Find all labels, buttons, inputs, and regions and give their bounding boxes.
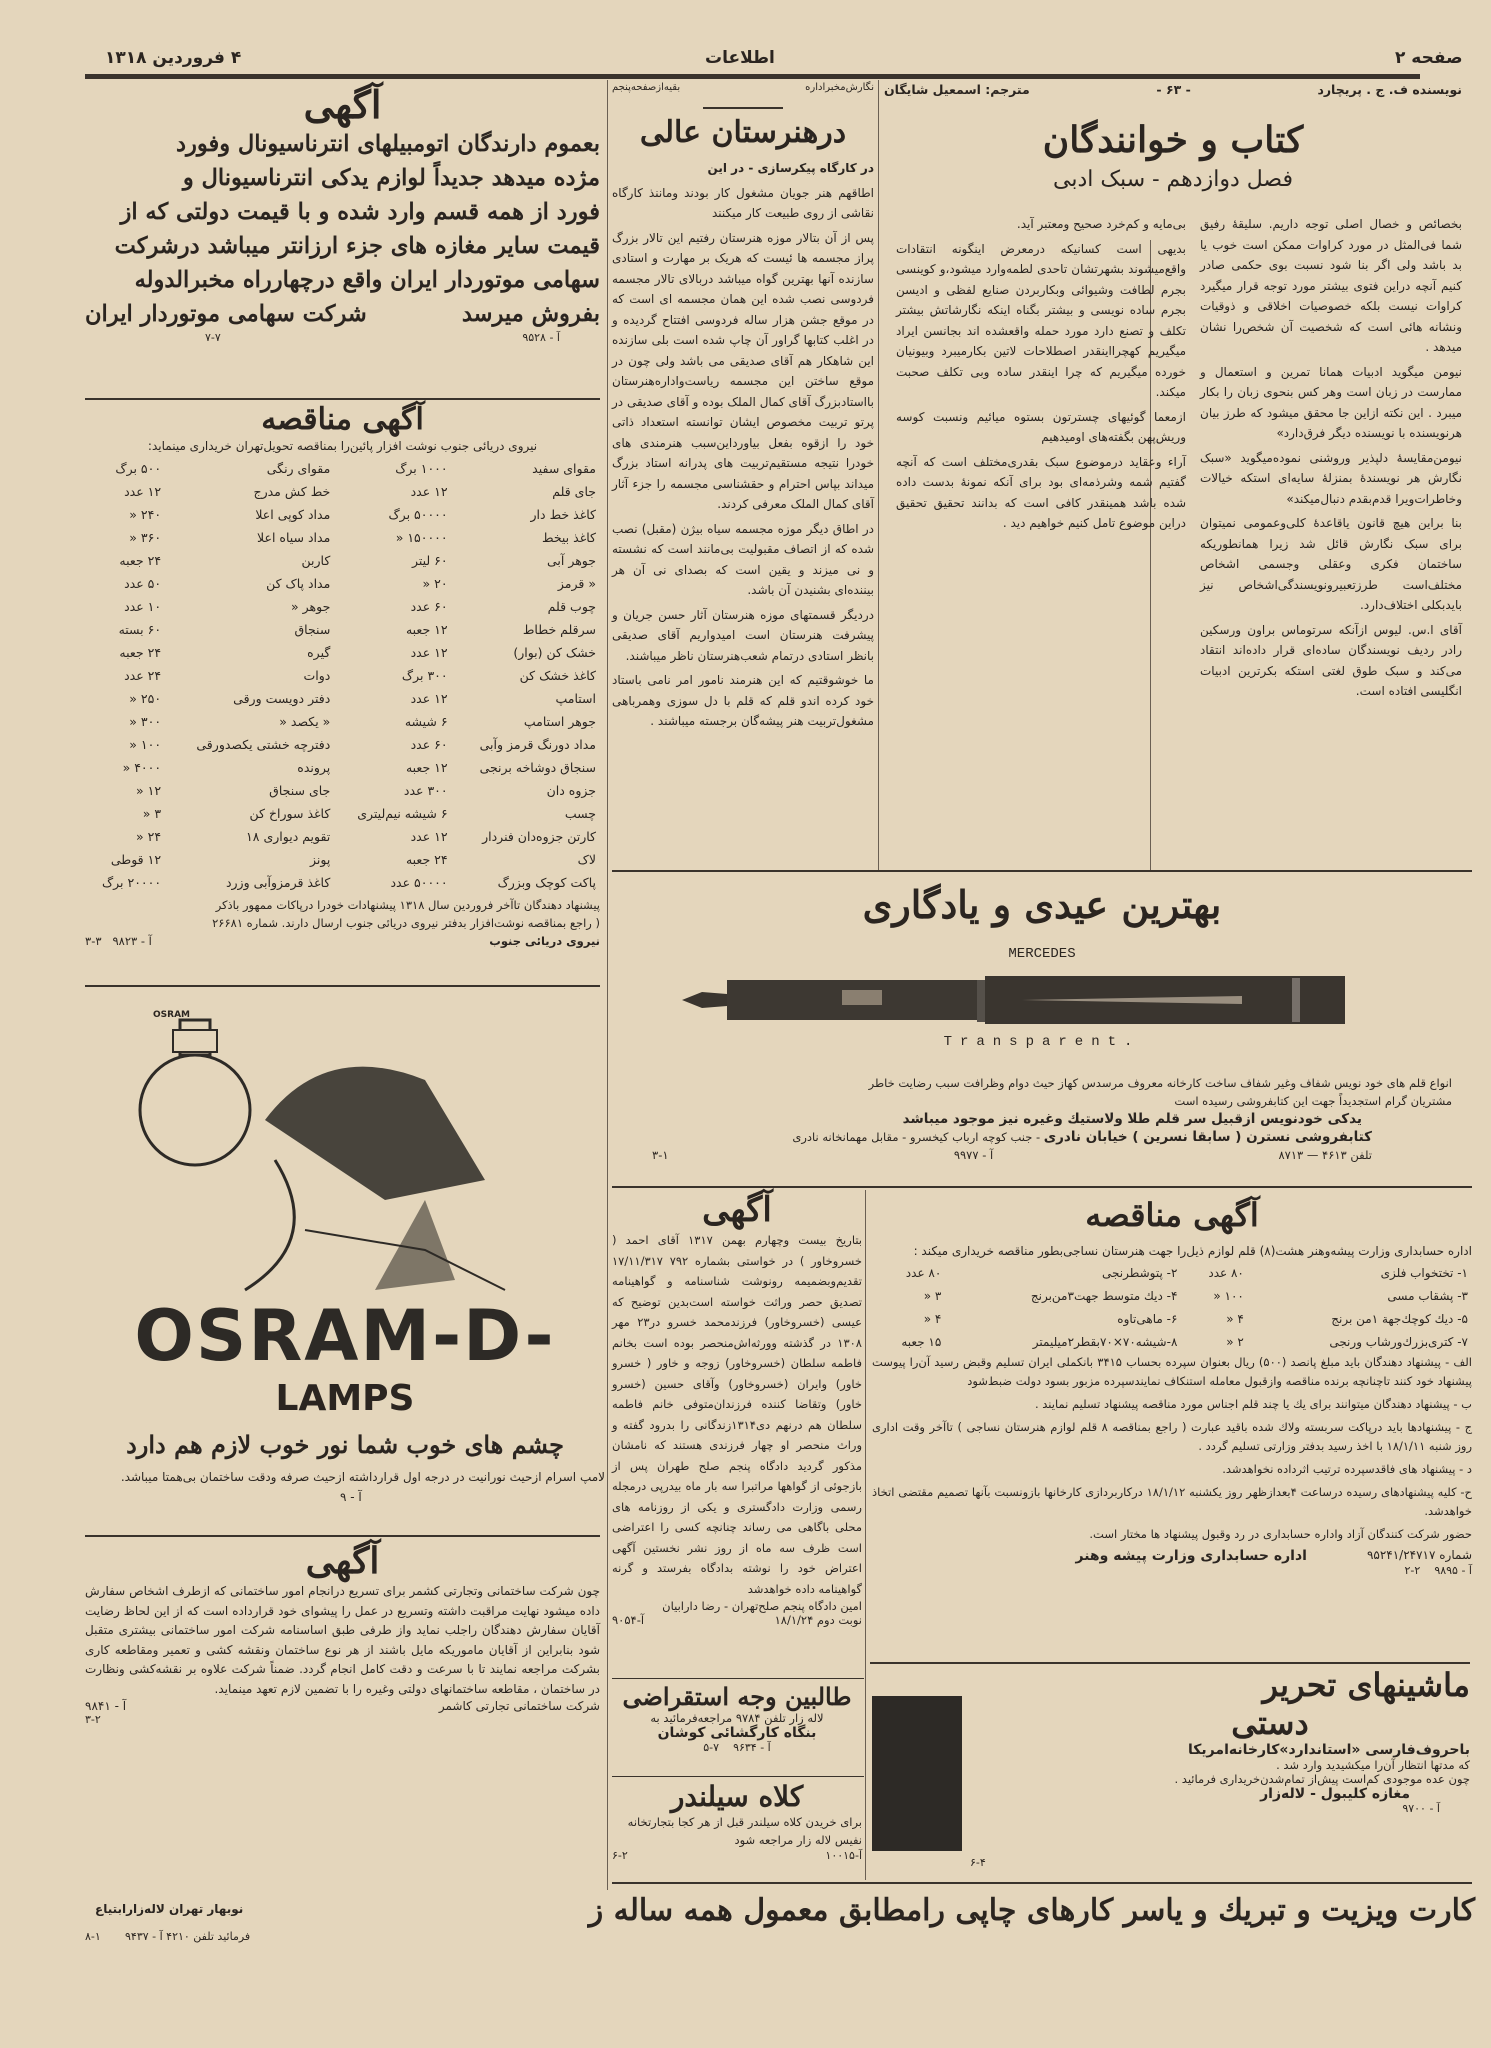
divider <box>870 1662 1470 1664</box>
item-quantity: ۱۲ عدد <box>410 484 448 499</box>
tender-number: شماره ۹۵۲۴۱/۲۴۷۱۷ <box>1366 1548 1472 1562</box>
tender-item-row <box>85 825 600 848</box>
ad-headline: بهترین عیدی و یادگاری <box>862 882 1222 927</box>
item-name: کاغذ خط دار <box>530 507 596 522</box>
item-name: سنجاق دوشاخه برنجی <box>479 760 596 775</box>
item-name: دوات <box>303 668 331 683</box>
item-name: استامپ <box>555 691 596 706</box>
ad-run: ۷-۷ <box>205 331 221 344</box>
ad-run: ۳-۲ <box>85 1713 101 1726</box>
item-name: مداد سیاه اعلا <box>257 530 331 545</box>
item-name: پاکت کوچک وبزرگ <box>497 875 596 890</box>
item-name: جوهر « <box>291 599 331 614</box>
item-name: ۳- پشقاب مسی <box>1387 1288 1468 1303</box>
ad-code: آ - ۹ <box>340 1490 362 1504</box>
ad-loans <box>612 1682 862 1774</box>
item-name: سنجاق <box>294 622 331 637</box>
ad-inheritance-notice <box>612 1190 862 1680</box>
item-name: جای سنجاق <box>269 783 331 798</box>
ad-signature: شرکت ساختمانی تجارتی کاشمر <box>438 1699 600 1713</box>
item-quantity: ۵۰۰۰۰ برگ <box>388 507 448 522</box>
ad-line: لاله زار تلفن ۹۷۸۴ مراجعه‌فرمائید به <box>650 1711 824 1725</box>
divider <box>612 870 1472 872</box>
ad-code: آ - ۹۸۴۱ <box>85 1699 127 1713</box>
item-quantity: ۱۵ جعبه <box>901 1334 942 1349</box>
item-name: کاغذ سوراخ کن <box>249 806 331 821</box>
article-translator: مترجم: اسمعیل شایگان <box>884 82 1030 97</box>
item-quantity: ۱۲ عدد <box>124 484 162 499</box>
tender-item-row <box>85 595 600 618</box>
item-name: پونز <box>309 852 331 867</box>
pen-brand: MERCEDES <box>1008 946 1076 962</box>
article-paragraph: بی‌مایه و کم‌خرد صحیح ومعتبر آید. <box>1016 217 1186 231</box>
column-divider <box>878 80 879 870</box>
item-quantity: ۱۲ عدد <box>410 829 448 844</box>
osram-text: لامپ اسرام ازحیث نورانیت در درجه اول قرارداشته ازحیث صرفه ودقت ساختمان بی‌همتا میباشد. <box>120 1470 605 1484</box>
ad-ministry-tender <box>872 1190 1472 1660</box>
ad-code: آ-۹۰۵۴ <box>612 1613 645 1627</box>
ad-run: ۶-۲ <box>612 1849 628 1862</box>
ad-run: ۳-۳ <box>85 934 102 948</box>
item-quantity: ۱۲ قوطی <box>110 852 162 867</box>
ad-code: آ - ۹۵۲۸ <box>522 331 560 344</box>
lamp-illustration <box>125 1000 585 1300</box>
tender-footer: پیشنهاد دهندگان تاآخر فروردین سال ۱۳۱۸ پیشنهادات خودرا درپاکات ممهور باذکر <box>215 898 600 912</box>
banner-headline: کارت ویزیت و تبریك و یاسر کارهای چاپی رامطابق معمول همه ساله ز <box>588 1893 1475 1928</box>
series-number: - ۶۳ - <box>1156 82 1191 97</box>
ad-line: چون عده موجودی کم‌است پیش‌از تمام‌شدن‌خریداری فرمائید . <box>1174 1772 1470 1786</box>
item-name: سرقلم خطاط <box>522 622 596 637</box>
article-paragraph: بنا براین هیچ قانون یاقاعدهٔ کلی‌وعمومی نمیتوان برای سبک نگارش قائل شد زیرا همانطوریکه ساختمان فکری وعقلی وجسمی اشخاص مختلف‌است طرزتعبیرونویسندگی‌اشخاص نیز بایدبکلی اختلاف‌دارد. <box>1200 516 1462 612</box>
tender-clause: الف - پیشنهاد دهندگان باید مبلغ پانصد (۵۰۰) ریال بعنوان سپرده بحساب ۳۴۱۵ بانکملی ایران تسلیم وقبض رسید آن‌را پیوست پیشنهاد خود کنند تاچنانچه برنده مناقصه وازقبول معامله استنکاف نمایندسپرده مزبور بسود دولت ضبط‌شود <box>872 1355 1472 1388</box>
tender-item-row <box>85 779 600 802</box>
tender-item-row <box>85 457 600 480</box>
article-lead: در کارگاه پیکرسازی - در این <box>707 161 874 175</box>
ad-run: ۶-۴ <box>970 1856 986 1869</box>
tender-item-row <box>85 664 600 687</box>
ad-title: طالبین وجه استقراضی <box>622 1682 852 1711</box>
item-name: کاغذ قرمزوآبی وزرد <box>225 875 331 890</box>
tender-item-row <box>85 733 600 756</box>
tender-item-row <box>872 1307 1472 1330</box>
item-quantity: ۳۶۰ « <box>129 530 162 545</box>
osram-lamps-label: LAMPS <box>275 1378 415 1419</box>
column-divider <box>607 80 608 1890</box>
item-name: چوب قلم <box>547 599 596 614</box>
item-name: ۷- کتری‌بزرك‌ورشاب ورنجی <box>1329 1334 1468 1349</box>
ad-car-parts <box>85 82 600 402</box>
tender-clause: ح- کلیه پیشنهادهای رسیده درساعت ۴بعدازظهر روز یکشنبه ۱۸/۱/۱۲ درکاربردازی کارخانها بازونسبت بآنها تصمیم مقتضی اتخاذ خواهدشد. <box>872 1485 1472 1518</box>
item-name: « یکصد « <box>279 714 331 729</box>
item-quantity: ۱۲ « <box>136 783 162 798</box>
tender-item-row <box>85 641 600 664</box>
article-paragraph: نیومن‌مقایسهٔ دلپذیر وروشنی نموده‌میگوید «سبک نگارش هر نویسندهٔ بمنزلهٔ سایه‌ای استکه خیالات وخاطرات‌ویرا قدم‌بقدم دنبال‌میکند» <box>1200 450 1462 506</box>
divider <box>85 985 600 987</box>
item-quantity: ۲۴ عدد <box>124 668 162 683</box>
ad-signature: نیروی دریائی جنوب <box>489 934 600 948</box>
item-name: خط کش مدرج <box>253 484 331 499</box>
tender-item-row <box>85 871 600 894</box>
shop-address: کتابفروشی نسترن ( سابقا نسرین ) خیابان نادری <box>1043 1129 1372 1145</box>
ad-title: آگهی <box>702 1190 772 1230</box>
article-author: نویسنده ف. ج . پریچارد <box>1317 82 1462 97</box>
ad-code: آ - ۹۹۷۷ <box>953 1148 994 1162</box>
ad-line: بعموم دارندگان اتومبیلهای انترناسیونال وفورد <box>175 131 600 157</box>
article-paragraph: نیومن میگوید ادبیات همانا تمرین و استعمال و ممارست در زبان است وهر کس بنحوی زبان را بکار میبرد . این نکته ازاین جا محقق میشود که طرز بیان هرنویسنده با نویسنده دیگر فرق‌دارد» <box>1200 364 1462 440</box>
typewriter-photo <box>872 1696 962 1851</box>
tender-item-row <box>872 1284 1472 1307</box>
item-quantity: ۳۰۰ عدد <box>403 783 448 798</box>
item-quantity: ۱۵۰۰۰۰ « <box>395 530 448 545</box>
pen-model: Transparent. <box>943 1034 1141 1050</box>
tender-item-row <box>85 480 600 503</box>
ad-line: بنگاه کارگشائی کوشان <box>657 1725 817 1741</box>
ad-line: بفروش میرسد <box>461 301 600 327</box>
divider <box>612 1882 1472 1884</box>
item-name: « قرمز <box>557 576 596 591</box>
tender-item-row <box>872 1261 1472 1284</box>
ad-line: انواع قلم های خود نویس شفاف وغیر شفاف ساخت کارخانه معروف مرسدس کهاز حیث دوام وظرافت سبب رضایت خاطر <box>868 1076 1452 1090</box>
article-paragraph: آراء وعقاید درموضوع سبک بقدری‌مختلف است که آنچه گفتیم شمه وشرذمه‌ای بود برای آنکه نمونهٔ بدست داده شده باشد همینقدر کافی است که بدانند تحقیق تحقیق دراین موضوع تامل کنیم خواهیم دید . <box>896 454 1186 530</box>
shop-phone: تلفن ۴۶۱۳ — ۸۷۱۳ <box>1278 1148 1372 1162</box>
ad-typewriters <box>870 1666 1470 1881</box>
tender-item-row <box>85 802 600 825</box>
item-quantity: ۱۲ عدد <box>410 691 448 706</box>
banner-shop: نوبهار تهران لاله‌زارابتياع <box>95 1902 244 1916</box>
bulb-brand-label: OSRAM <box>153 1010 190 1020</box>
tender-item-row <box>85 549 600 572</box>
item-name: جوهر آبی <box>546 553 596 568</box>
tender-item-row <box>85 710 600 733</box>
ad-run: ۳-۱ <box>652 1148 669 1162</box>
ad-title: آگهی مناقصه <box>1085 1196 1259 1234</box>
item-name: تقویم دیواری ۱۸ <box>246 829 331 844</box>
ad-body: برای خریدن کلاه سیلندر قبل از هر کجا بتجارتخانه نفیس لاله زار مراجعه شود <box>627 1815 862 1847</box>
ad-code: آ - ۹۶۳۴ <box>733 1741 771 1754</box>
item-name: کاربن <box>301 553 331 568</box>
tender-item-row <box>85 618 600 641</box>
tender-item-row <box>85 503 600 526</box>
ad-line: مشتریان گرام استجدیداً جهت این کتابفروشی رسیده است <box>1174 1094 1452 1108</box>
ad-title: دستی <box>1231 1704 1309 1742</box>
article-paragraph: ازمعما گوئیهای چسترتون بستوه میائیم ونسبت کوسه وریش‌پهن بگفته‌های اومیدهیم <box>896 409 1186 444</box>
article-paragraph: دردیگر قسمتهای موزه هنرستان آثار حسن جریان و پیشرفت هنرستان است امیدواریم آقای صدیقی بانظر استادی درتمام شعب‌هنرستان ناظر میباشند. <box>612 607 874 663</box>
item-quantity: ۶۰ بسته <box>118 622 162 637</box>
divider <box>85 1535 600 1537</box>
ad-code: آ - ۹۷۰۰ <box>1402 1802 1440 1815</box>
article-paragraph: در اطاق دیگر موزه مجسمه سیاه بیژن (مقبل) نصب شده که از اتصاف مقبولیت بی‌مانند است که نشسته و نی میزند و یقین است که بصدای نی آن هر بیننده‌ای بشنیدن آن باشد. <box>612 521 874 597</box>
fountain-pen-illustration <box>682 970 1382 1030</box>
divider <box>612 1678 864 1679</box>
ad-line: فورد از همه قسم وارد شده و با قیمت دولتی که از <box>120 199 600 225</box>
shop-address-detail: - جنب کوچه ارباب کیخسرو - مقابل مهمانخانه نادری <box>792 1130 1041 1144</box>
article-paragraph: اطاقهم هنر جویان مشغول کار بودند وماننذ کارگاه نقاشی از روی طبیعت کار میکنند <box>612 185 874 220</box>
item-name: کارتن جزوه‌دان فنردار <box>482 829 596 844</box>
item-name: ۲- پتوشطرنجی <box>1102 1265 1178 1280</box>
article-subtitle: فصل دوازدهم - سبک ادبی <box>1053 167 1293 192</box>
item-name: مداد پاک کن <box>266 576 331 591</box>
item-name: ۸-شیشه۷۰×۷۰بقطر۲میلیمتر <box>1032 1334 1178 1349</box>
item-quantity: ۱۲ جعبه <box>405 622 448 637</box>
article-title: کتاب و خوانندگان <box>1042 119 1304 161</box>
ad-code: آ-۱۰۰۱۵ <box>825 1849 862 1862</box>
item-quantity: ۴۰۰۰ « <box>122 760 162 775</box>
item-quantity: ۵۰۰ برگ <box>115 461 162 476</box>
article-title: درهنرستان عالی <box>639 115 847 150</box>
item-quantity: ۲۴ جعبه <box>405 852 448 867</box>
item-name: کاغذ بیخط <box>541 530 596 545</box>
article-art-school <box>612 82 874 867</box>
item-quantity: ۱۲ عدد <box>410 645 448 660</box>
tender-intro: اداره حسابداری وزارت پیشه‌وهنر هشت(۸) قلم لوازم ذیل‌را جهت هنرستان نساجی‌بطور مناقصه خریداری میکند : <box>913 1244 1472 1258</box>
item-name: چسب <box>564 806 596 821</box>
item-quantity: ۲۴ جعبه <box>119 553 162 568</box>
ad-run: ۸-۱ <box>85 1930 101 1943</box>
item-quantity: ۲ « <box>1226 1334 1244 1349</box>
item-quantity: ۴ « <box>923 1311 942 1326</box>
ad-osram-lamps <box>85 990 605 1530</box>
ad-title: آگهی مناقصه <box>261 402 424 437</box>
item-quantity: ۳ « <box>142 806 162 821</box>
tender-item-row <box>85 572 600 595</box>
tender-item-row <box>85 526 600 549</box>
ad-title: آگهی <box>303 82 382 127</box>
tender-footer: ( راجع بمناقصه نوشت‌افزار بدفتر نیروی دریائی جنوب ارسال دارند. شماره ۲۶۶۸۱ <box>212 916 600 930</box>
article-books-readers <box>884 82 1462 867</box>
item-quantity: ۶ شیشه نیم‌لیتری <box>357 806 448 821</box>
item-quantity: ۲۴۰ « <box>129 507 162 522</box>
ad-body: چون شرکت ساختمانی وتجارتی کشمر برای تسریع درانجام امور ساختمانی که ازطرف اشخاص سفارش داده میشود نهایت مراقبت داشته وتسریع در عمل را پیشوای خود قرارداده است که از این لحاظ رضایت آقایان سفارش دهندگان راجلب نماید واز طرفی طبق اساسنامه شرکت امور ساختمانی بیشتری متقبل شود بنابراین از آقایان ماموریکه مایل باشند از هر نوع ساختمان ونقشه کشی و تعمیر ومقاطعه کاری بشرکت مراجعه نمایند تا با سرعت و دقت کامل انجام گردد. ضمناً شرکت علاوه بر نقشه‌کشی ونظارت در ساختمان ، مقاطعه ساختمانهای دولتی وغیره را با تضمین لازم تعهد مینماید. <box>85 1584 600 1696</box>
ad-printing-banner <box>85 1888 1475 1968</box>
tender-clause: ب - پیشنهاد دهندگان میتوانند برای یك یا چند قلم اجناس مورد مناقصه پیشنهاد تسلیم نمایند . <box>1034 1397 1472 1411</box>
item-quantity: ۱۰۰۰ برگ <box>395 461 448 476</box>
item-quantity: ۲۰ « <box>422 576 448 591</box>
tender-intro: نیروی دریائی جنوب نوشت افزار پائین‌را بمناقصه تحویل‌تهران خریداری مینماید: <box>147 439 538 453</box>
article-paragraph: ما خوشوقتیم که این هنرمند نامور امر نامی باستاد خود کرده اندو قلم که قلم با دل سوزی وهمرباهی مشغول‌تربیت هنر پیشه‌گان برجسته میباشند . <box>612 673 874 728</box>
issue-date: ۴ فروردین ۱۳۱۸ <box>105 48 242 68</box>
divider <box>612 1776 864 1777</box>
ad-title: ماشینهای تحریر <box>1262 1666 1470 1704</box>
ad-kashmar-construction <box>85 1540 600 1880</box>
item-quantity: ۲۴ « <box>136 829 162 844</box>
masthead-rule <box>85 74 1420 79</box>
ad-navy-tender <box>85 402 600 982</box>
tender-clause: ج - پیشنهادها باید درپاکت سربسته ولاك شده باقید عبارت ( راجع بمناقصه ۸ قلم لوازم هنرستان نساجی ) تاآخر وقت اداری روز شنبه ۱۸/۱/۱۱ با اخذ رسید بدفتر وزارتی تسلیم گردد . <box>872 1420 1472 1453</box>
tender-item-row <box>85 756 600 779</box>
item-name: گیره <box>307 645 331 660</box>
osram-headline: چشم های خوب شما نور خوب لازم هم دارد <box>126 1430 564 1459</box>
item-name: مقوای رنگی <box>266 461 331 476</box>
item-quantity: ۱۰ عدد <box>124 599 162 614</box>
ad-date: نوبت دوم ۱۸/۱/۲۴ <box>774 1613 862 1627</box>
divider <box>85 398 600 400</box>
ad-run: ۲-۲ <box>1404 1564 1421 1577</box>
ad-body: بتاریخ بیست وچهارم بهمن ۱۳۱۷ آقای احمد ( خسروخاور ) در خواستی بشماره ۷۹۲ ‌۱۷/۱۱/۳۱۷ تقدیم‌وبضمیمه رونوشت شناسنامه و گواهینامه تصدیق حصر وراثت خواسته است‌بدین توضیح که عیسی (خسروخاور) فرزند‌محمد خسرو در۲۳ مهر ۱۳۰۸ در گذشته وورثه‌اش‌منحصر بوده است بخانم فاطمه سلطان (خسروخاور) زوجه و خاور ( خسرو خاور) وایران (خسروخاور) وآقای حسین (خسرو خاور) وتقاضا کننده فرزندان‌متوفی خانم فاطمه سلطان هم درنهم دی‌۱۳۱۴زندگانی را بدرود گفته و وراث منحصر او چهار فرزندی هستند که نامشان مذکور گردید دادگاه پنجم صلح طهران پس از بازجوئی از گواهها مراتبرا سه بار ماه بیدرپی درمجله رسمی وزارت دادگستری و یکی از روزنامه های محلی باگاهی می رساند چنانچه کسی را اعتراضی است ظرف سه ماه از روز نشر نخستین آگهی اعتراض خود را نوشته بدادگاه بفرستد و گرنه گواهینامه داده خواهدشد <box>612 1233 862 1596</box>
item-name: دفترچه خشتی یکصدورقی <box>196 737 331 752</box>
item-quantity: ۱۰۰ « <box>129 737 162 752</box>
item-quantity: ۵۰ عدد <box>124 576 162 591</box>
osram-logo: OSRAM-D- <box>134 1295 556 1377</box>
item-name: مقوای سفید <box>532 461 596 476</box>
item-name: جای قلم <box>552 484 596 499</box>
item-name: لاک <box>577 852 596 867</box>
ad-mercedes-pen <box>612 874 1472 1184</box>
column-divider <box>865 1190 866 1880</box>
ad-line: باحروف‌فارسی «استاندارد»کارخانه‌امریکا <box>1188 1742 1470 1758</box>
item-quantity: ۵۰۰۰۰ عدد <box>390 875 448 890</box>
article-paragraph: بدیهی است کسانیکه درمعرض اینگونه انتقادات واقع‌میشوند بشهرتشان تاحدی لطمه‌وارد میشود،و کوینسی بجرم لطافت وشیوائی وبکاربردن صنایع لفظی و ادیسن بجرم ساده نویسی و بیشتر بگناه اینکه نگارشاتش بیشتر تکلف و تصنع دارد مورد حمله واقعشده اند بجانسن ایراد میگیریم کهچرااینقدر اصطلاحات لاتین بکارمیبرد وبیونیان خورده میگیریم که چرا اینقدر ساده وبی تکلف صحبت میکند. <box>896 241 1186 399</box>
item-quantity: ۳۰۰ « <box>129 714 162 729</box>
item-quantity: ۲۰۰۰۰ برگ <box>101 875 162 890</box>
item-quantity: ۶ شیشه <box>404 714 448 729</box>
item-quantity: ۸۰ عدد <box>905 1265 942 1280</box>
item-name: ۵- دیك کوچك‌جهة ۱من برنج <box>1331 1311 1468 1326</box>
item-quantity: ۳ « <box>923 1288 942 1303</box>
item-quantity: ۸۰ عدد <box>1208 1265 1244 1280</box>
item-name: پرونده <box>297 760 331 775</box>
item-name: دفتر دویست ورقی <box>233 691 331 706</box>
ad-line: قیمت سایر مغازه های جزء ارزانتر میباشد درشرکت <box>114 233 600 259</box>
item-quantity: ۴ « <box>1226 1311 1244 1326</box>
item-quantity: ۳۰۰ برگ <box>401 668 448 683</box>
ad-title: کلاه سیلندر <box>670 1780 804 1813</box>
item-quantity: ۶۰ عدد <box>410 737 448 752</box>
banner-phone: فرمائید تلفن ۴۲۱۰ آ - ۹۴۳۷ <box>125 1930 251 1943</box>
tender-items-table <box>85 457 600 894</box>
item-quantity: ۲۵۰ « <box>129 691 162 706</box>
ad-code: آ - ۹۸۲۳ <box>112 934 152 948</box>
divider <box>612 1186 1472 1188</box>
byline: نگارش‌مخبراداره <box>805 82 874 93</box>
ad-top-hat <box>612 1780 862 1880</box>
tender-items-table <box>872 1261 1472 1353</box>
item-name: ۶- ماهی‌تاوه <box>1117 1311 1178 1326</box>
continued-note: بقیه‌ازصفحه‌پنجم <box>612 82 681 93</box>
item-name: جوهر استامپ <box>523 714 596 729</box>
ad-line: یدکی خودنویس ازقبیل سر قلم طلا ولاستیك وغیره نیز موجود میباشد <box>902 1111 1362 1127</box>
ad-signature: شرکت سهامی موتوردار ایران <box>85 301 367 327</box>
item-quantity: ۶۰ عدد <box>410 599 448 614</box>
ad-signature: اداره حسابداری وزارت پیشه وهنر <box>1075 1548 1307 1564</box>
ad-line: سهامی موتوردار ایران واقع درچهارراه مخبرالدوله <box>134 267 600 293</box>
ad-code: آ - ۹۸۹۵ <box>1434 1564 1472 1577</box>
tender-item-row <box>872 1330 1472 1353</box>
article-paragraph: آقای ا.س. لیوس ازآنکه سرتوماس براون ورسکین رادر ردیف نویسندگان ساده‌ای قرار داده‌اند انتقاد می‌کند و سبک طوق لغتی استکه بکرترین ادبیات انگلیسی افتاده است. <box>1200 622 1462 698</box>
item-name: مداد کوپی اعلا <box>255 507 331 522</box>
item-name: مداد دورنگ قرمز وآبی <box>479 737 596 752</box>
tender-item-row <box>85 687 600 710</box>
ad-signature: امین دادگاه پنجم صلح‌تهران - رضا دارابیان <box>662 1599 862 1613</box>
item-name: کاغذ خشک کن <box>519 668 596 683</box>
item-name: جزوه دان <box>546 783 596 798</box>
item-name: ۴- دیك متوسط جهت۳من‌برنج <box>1030 1288 1178 1303</box>
item-quantity: ۲۴ جعبه <box>119 645 162 660</box>
ad-line: که مدتها انتظار آن‌را میکشیدید وارد شد . <box>1276 1758 1470 1772</box>
tender-clause: حضور شرکت کنندگان آزاد واداره حسابداری در رد وقبول پیشنهاد ها مختار است. <box>1089 1527 1472 1541</box>
tender-item-row <box>85 848 600 871</box>
ad-signature: مغازه کلیبول - لاله‌زار <box>1260 1786 1410 1802</box>
item-quantity: ۱۲ جعبه <box>405 760 448 775</box>
item-name: خشک کن (بوار) <box>513 645 596 660</box>
ad-title: آگهی <box>305 1540 380 1582</box>
item-quantity: ۱۰۰ « <box>1213 1288 1244 1303</box>
newspaper-name: اطلاعات <box>705 48 775 68</box>
tender-clause: د - پیشنهاد های فاقدسپرده ترتیب اثرداده نخواهدشد. <box>1222 1462 1472 1476</box>
item-quantity: ۶۰ لیتر <box>411 553 448 568</box>
ad-run: ۷-۵ <box>703 1741 720 1754</box>
item-name: ۱- تختخواب فلزی <box>1380 1265 1468 1280</box>
page-number: صفحه ۲ <box>1395 48 1463 68</box>
ad-line: مژده میدهد جدیداً لوازم یدکی انترناسیونال و <box>182 165 600 191</box>
article-paragraph: پس از آن بتالار موزه هنرستان رفتیم این تالار بزرگ پراز مجسمه ها ئیست که هریک بر مهارت و استادی سازنده آنها بهترین گواه میباشد دربالای تالار مجسمه فردوسی نصب شده این همان مجسمه ای است که در موقع جشن هزار ساله فردوسی افتتاح گردیده و در اغلب کتابها گراور آن چاپ شده است بلی سازنده این شاهکار هم آقای صدیقی می باشد ولی چون در موقع ساختن این مجسمه ریاست‌واداره‌هنرستان بااستادبزرگ آقای کمال الملک بوده و آقای صدیقی در پرتو تربیت مخصوص ایشان توانسته استعداد ذاتی خود را ازقوه بفعل بیاورداین‌سبب هنرمندی های خودرا نتیجه مستقیم‌تربیت های پدرانه استاد بزرگ میداند بپاس احترام و حقشناسی مجسمه را جزء آثار آقای کمال الملک معرفی کردند. <box>612 230 874 511</box>
article-paragraph: بخصائص و خصال اصلی توجه داریم. سلیقهٔ رفیق شما فی‌المثل در مورد کراوات ممکن است خوب یا بد باشد ولی اگر بنا شود نسبت بوی حکمی صادر کنیم آنچه دراین فتوی بیشتر مورد توجه قرار میگیرد کراوات نیست بلکه خصوصیات اخلاقی و ذوقیات ونشانه هائی است که شخصیت آن شخص‌را نشان میدهد . <box>1200 217 1462 354</box>
